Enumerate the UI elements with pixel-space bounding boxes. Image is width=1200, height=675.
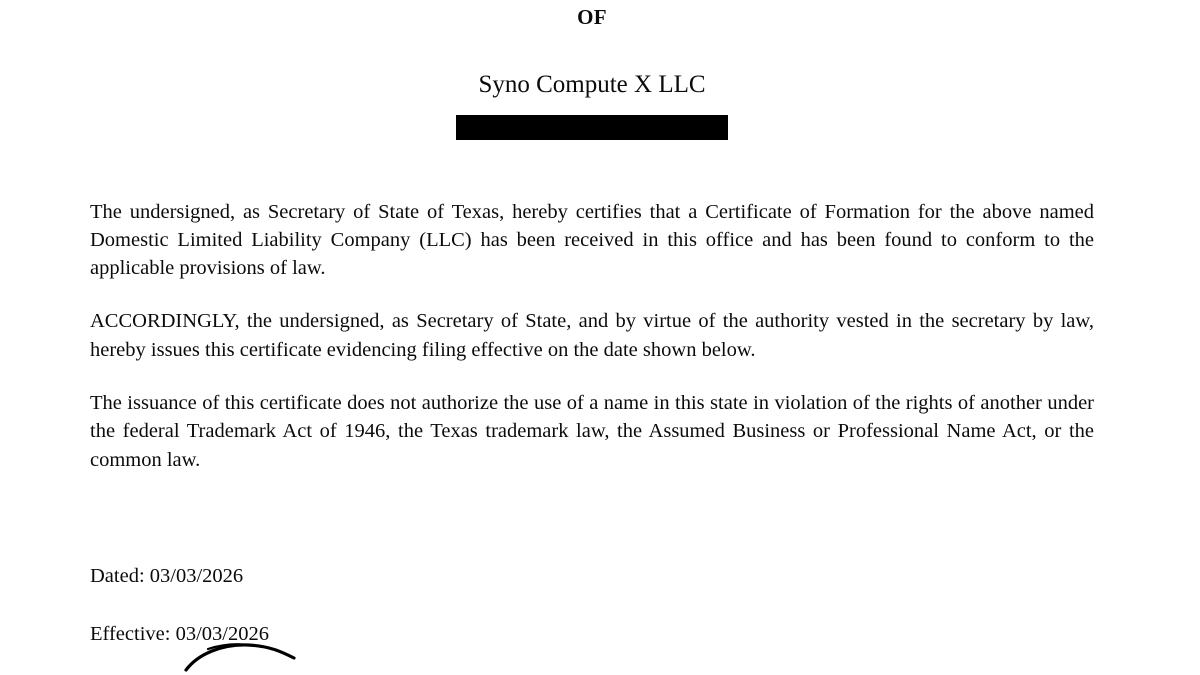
paragraph-certification: The undersigned, as Secretary of State of Texas, hereby certifies that a Certificate of Formation for the above named Domestic Limited Liability Company (LLC) has been received in this office and has been found to conform to the applicable provisions of law. — [90, 200, 1094, 280]
effective-line: Effective: 03/03/2026 — [90, 623, 269, 646]
entity-name: Syno Compute X LLC — [478, 71, 706, 99]
signature-icon — [178, 640, 498, 675]
document-body — [90, 0, 1094, 648]
paragraph-accordingly: ACCORDINGLY, the undersigned, as Secretary of State, and by virtue of the authority vested in the secretary by law, hereby issues this certificate evidencing filing effective on the date shown below. — [90, 310, 1094, 361]
dated-line: Dated: 03/03/2026 — [90, 564, 244, 587]
redaction-bar — [456, 115, 728, 140]
paragraph-trademark-notice: The issuance of this certificate does not authorize the use of a name in this state in violation of the rights of another under the federal Trademark Act of 1946, the Texas trademark law, the Assumed Business or Professional Name Act, or the common law. — [90, 392, 1094, 471]
redaction-row — [90, 115, 1094, 140]
page-title: OF — [577, 5, 607, 29]
signature-block — [178, 640, 498, 675]
